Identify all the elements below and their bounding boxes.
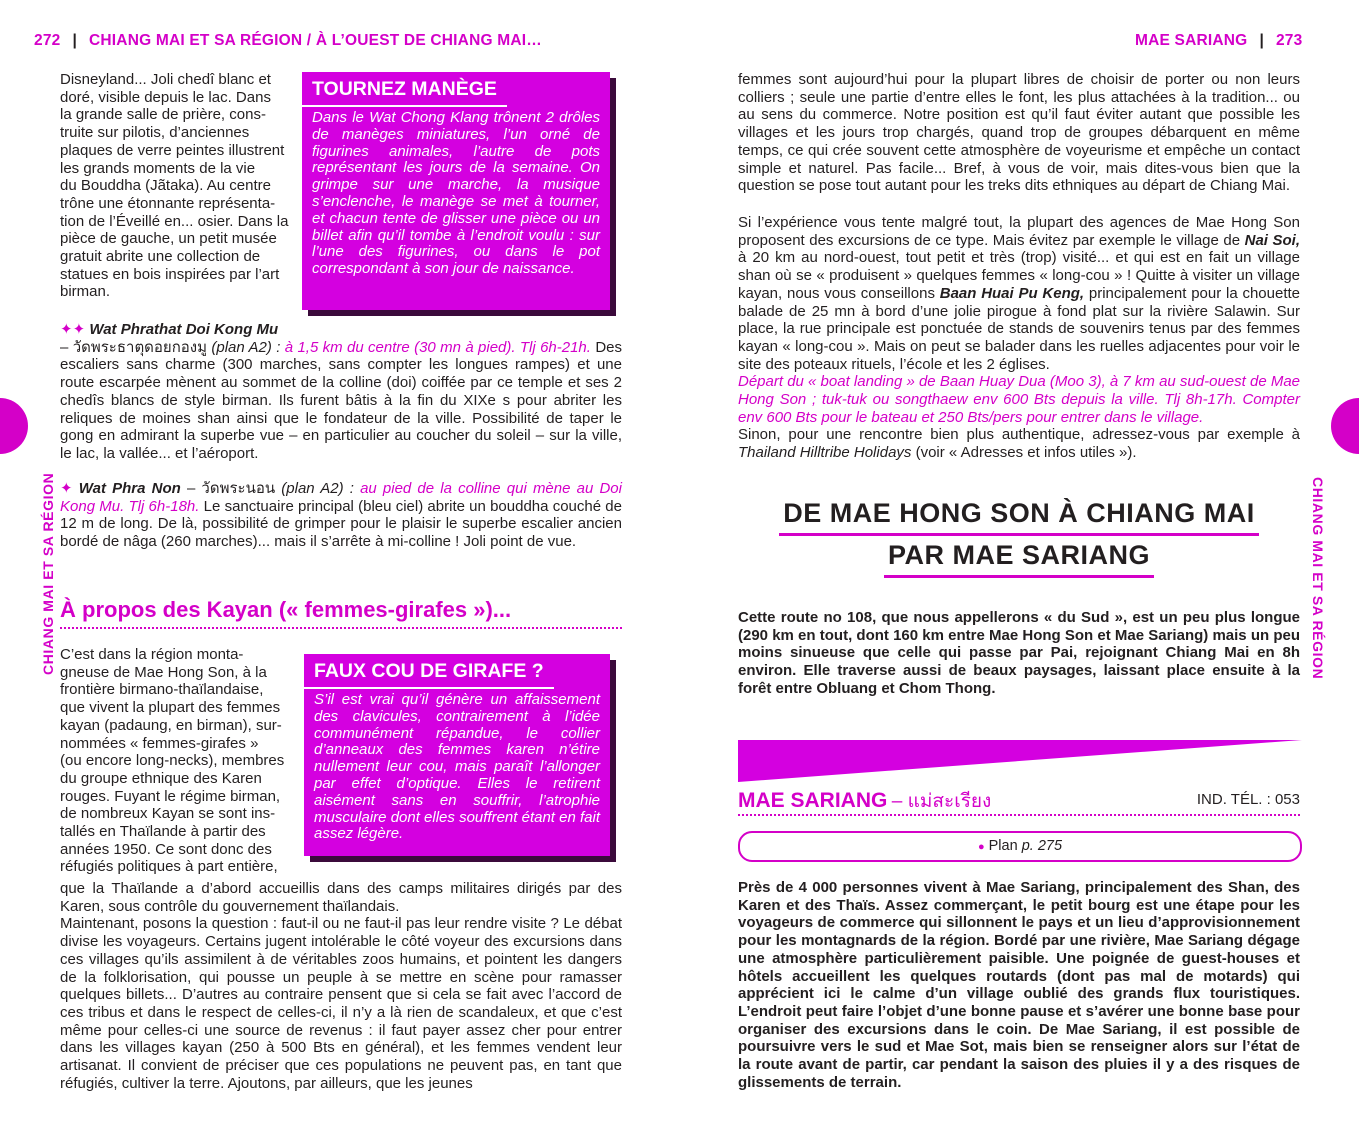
nai-soi: Nai Soi, [1244, 231, 1300, 249]
wat-text: Des escaliers sans charme (300 marches, sans compter les longues rampes) et une route escarpée mènent au sommet de la colline (doi) coiffée par ce temple et ses 2 chedîs blancs de style birman. Ils furent bâtis à la fin du XIXe s pour abriter les reliques de moines shan ainsi que le fondateur de la ville. Possibilité de taper le gong en admirant la superbe vue – en particulier au coucher du soleil – sur la ville, le lac, la vallée... et l’aéroport. [60, 338, 622, 462]
kayan-rest-text: que la Thaïlande a d’abord accueillis dans des camps militaires dirigés par des Karen, sous contrôle du gouvernement thaïlandais. [60, 880, 622, 915]
kayan-line: tallés en Thaïlande à partir des [60, 823, 266, 841]
section-title-text: À propos des Kayan (« femmes-girafes »)... [60, 597, 512, 622]
right-p1: femmes sont aujourd’hui pour la plupart libres de choisir de porter ou non leurs colliers ; seule une partie d’entre elles le font, les plus attachées à la tradition... ou au sens du commerce. Notre position est qu’il faut éviter autant que possible les villages et les jours trop chargés, quand trop de groupes débarquent en même temps, ce qui crée souvent cette atmosphère de voyeurisme et empêche un contact simple et naturel. Pas facile... Bref, à vous de voir, mais dites-vous bien que la question se pose tout autant pour les treks dits ethniques au départ de Chiang Mai. [738, 71, 1300, 195]
wat-thai-name: – วัดพระนอน [186, 480, 276, 497]
chapter-title-line-1 [738, 498, 1300, 536]
kayan-line: rouges. Fuyant le régime birman, [60, 787, 281, 805]
tel-code: IND. TÉL. : 053 [1196, 791, 1300, 808]
temple-icon: ✦ [60, 480, 73, 497]
kayan-paragraph [60, 646, 292, 876]
bullet-icon: ● [977, 841, 985, 853]
town-divider [738, 814, 1300, 816]
box-title: FAUX COU DE GIRAFE ? [304, 654, 554, 689]
right-p2 [738, 214, 1300, 462]
kayan-line: (ou encore long-necks), membres [60, 752, 285, 770]
boat-info: Départ du « boat landing » de Baan Huay Dua (Moo 3), à 7 km au sud-ouest de Mae Hong Son ; tuk-tuk ou songthaew env 600 Bts depuis la ville. Tlj 8h-17h. Compter env 600 Bts pour le bateau et 250 Bts/pers pour entrer dans le village. [738, 373, 1301, 426]
intro-line: birman. [60, 283, 111, 301]
p2-text: Si l’expérience vous tente malgré tout, la plupart des agences de Mae Hong Son proposent des excursions de ce type. Mais évitez par exemple le village de [738, 214, 1300, 249]
tournez-manege-box [302, 72, 610, 310]
chapter-title-text: PAR MAE SARIANG [884, 540, 1154, 578]
kayan-line: nommées « femmes-girafes » [60, 734, 259, 752]
intro-line: trône une étonnante représenta- [60, 194, 276, 212]
kayan-line: gneuse de Mae Hong Son, à la [60, 663, 267, 681]
kayan-line: C’est dans la région monta- [60, 646, 244, 663]
kayan-line: années 1950. Ce sont donc des [60, 840, 272, 858]
intro-line: les grands moments de la vie [60, 159, 256, 177]
p2-text: à 20 km au nord-ouest, tout petit et très (trop) visité... et qui est en fait un village shan où se « produisent » quelques femmes « long-cou » ! Quitte à visiter un village kayan, nous vous conseillons [738, 249, 1300, 302]
wat-phrathat-entry [60, 321, 622, 463]
left-side-label: CHIANG MAI ET SA RÉGION [40, 472, 56, 675]
intro-line: truite sur pilotis, d’anciennes [60, 124, 250, 142]
intro-line: doré, visible depuis le lac. Dans [60, 88, 271, 106]
kayan-section-title [60, 597, 622, 629]
chapter-title-text: DE MAE HONG SON À CHIANG MAI [779, 498, 1259, 536]
box-text: Dans le Wat Chong Klang trônent 2 drôles de manèges miniatures, l’un orné de figurines animales, l’autre de pots représentant les jours de la semaine. On grimpe sur une marche, la musique s’enclenche, le manège se met à tourner, et chacun tente de glisser une pièce ou un billet afin qu’il tombe à l’endroit voulu : sur l’une des figurines, ou dans le pot correspondant à son jour de naissance. [312, 109, 600, 278]
intro-line: Disneyland... Joli chedî blanc et [60, 71, 271, 88]
wat-plan: (plan A2) : [211, 338, 281, 356]
right-running-head: MAE SARIANG | 273 [1135, 32, 1303, 49]
right-side-tab [1331, 398, 1359, 454]
intro-line: du Bouddha (Jãtaka). Au centre [60, 177, 271, 195]
left-side-tab [0, 398, 28, 454]
box-text: S’il est vrai qu’il génère un affaissement des clavicules, contrairement à l’idée communément répandue, le collier d’anneaux des femmes karen n’étire nullement leur cou, mais paraît l’allonger par effet d’optique. Elles le retirent aisément sans en souffrir, l’atrophie musculaire dont elles souffrent étant en fait assez légère. [314, 691, 600, 843]
left-header-title: CHIANG MAI ET SA RÉGION / À L’OUEST DE CHIANG MAI… [89, 32, 542, 49]
p3-text: (voir « Adresses et infos utiles »). [915, 444, 1137, 462]
box-title: TOURNEZ MANÈGE [302, 72, 507, 107]
plan-page: p. 275 [1021, 838, 1063, 854]
wat-plan: (plan A2) : [281, 480, 354, 497]
faux-cou-box [304, 654, 610, 856]
wat-phra-non-entry [60, 480, 622, 551]
wat-name: Wat Phrathat Doi Kong Mu [89, 321, 279, 338]
kayan-line: de nombreux Kayan se sont ins- [60, 805, 276, 823]
kayan-line: du groupe ethnique des Karen [60, 769, 262, 787]
intro-line: pièce de gauche, un petit musée [60, 230, 277, 248]
town-thai-name: – แม่สะเรียง [891, 791, 992, 812]
wat-name: Wat Phra Non [78, 480, 181, 497]
right-side-label: CHIANG MAI ET SA RÉGION [1310, 477, 1326, 680]
wat-text: Le sanctuaire principal (bleu ciel) abrite un bouddha couché de 12 m de long. De là, possibilité de grimper pour le plaisir le superbe escalier ancien bordé de nâga (260 marches)... mais il s’arrête à mi-colline ! Joli point de vue. [60, 497, 622, 551]
kayan-line: kayan (padaung, en birman), sur- [60, 716, 282, 734]
intro-paragraph [60, 71, 290, 301]
route-intro: Cette route no 108, que nous appellerons « du Sud », est un peu plus longue (290 km en tout, dont 160 km entre Mae Hong Son et Mae Sariang) mais un peu moins sinueuse que celle qui passe par Pai, rejoignant Chiang Mai en 8h environ. Elle traverse aussi de beaux paysages, laissant place ensuite à la forêt entre Obluang et Chom Thong. [738, 609, 1300, 697]
kayan-line: réfugiés politiques à part entière, [60, 858, 278, 876]
kayan-line: que vivent la plupart des femmes [60, 699, 281, 717]
intro-line: gratuit abrite une collection de [60, 248, 261, 266]
right-header-title: MAE SARIANG [1135, 32, 1248, 49]
kayan-question-text: Maintenant, posons la question : faut-il ou ne faut-il pas leur rendre visite ? Le débat divise les voyageurs. Certains jugent intolérable le côté voyeur des excursions dans ces villages qu’ils assimilent à de véritables zoos humains, et pointent les dangers de la folklorisation, qui pousse un peuple à se mettre en scène pour ramasser quelques billets... D’autres au contraire pensent que si cela se fait avec l’accord de ces tribus et dans le respect de celles-ci, il n’y a là rien de scandaleux, et que c’est même pour celles-ci une source de revenus : il faut payer assez cher pour entrer dans les villages kayan (250 à 500 Bts en général), et les femmes vendent leur artisanat. Il convient de préciser que ces populations ne peuvent pas, en tant que réfugiés, cultiver la terre. Ajoutons, par ailleurs, que les jeunes [60, 915, 622, 1092]
wat-info: à 1,5 km du centre (30 mn à pied). Tlj 6h-21h. [284, 338, 591, 356]
intro-line: plaques de verre peintes illustrent [60, 141, 285, 159]
kayan-line: frontière birmano-thaïlandaise, [60, 681, 264, 699]
left-running-head: 272 | CHIANG MAI ET SA RÉGION / À L’OUEST DE CHIANG MAI… [34, 32, 542, 49]
town-name: MAE SARIANG [738, 789, 888, 812]
plan-link[interactable] [738, 831, 1302, 862]
right-page-number: 273 [1275, 32, 1303, 49]
intro-line: la grande salle de prière, cons- [60, 106, 266, 124]
town-description: Près de 4 000 personnes vivent à Mae Sariang, principalement des Shan, des Karen et des Thaïs. Assez commerçant, le petit bourg est une étape pour les voyageurs de commerce qui sillonnent le pays et un lieu d’approvisionnement pour les montagnards de la région. Bordé par une rivière, Mae Sariang dégage une atmosphère particulièrement paisible. Une poignée de guest-houses et hôtels accueillent les quelques routards (dont pas mal de motards) qui apprécient ici le calme d’un village oublié des grands flux touristiques. L’endroit peut faire l’objet d’une bonne pause et s’avérer une bonne base pour organiser des excursions dans le coin. De Mae Sariang, il est possible de poursuivre vers le sud et Mae Sot, mais bien se renseigner alors sur l’état de la route avant de partir, car pendant la saison des pluies il y a des risques de glissements de terrain. [738, 879, 1300, 1091]
section-wedge [738, 740, 1302, 782]
intro-line: tion de l’Éveillé en... osier. Dans la [60, 212, 289, 230]
thailand-hilltribe: Thailand Hilltribe Holidays [738, 444, 912, 462]
p3-text: Sinon, pour une rencontre bien plus authentique, adressez-vous par exemple à [738, 426, 1300, 444]
left-page-number: 272 [34, 32, 61, 49]
wat-thai-name: – วัดพระธาตุดอยกองมู [60, 338, 208, 356]
plan-label: Plan [988, 838, 1018, 854]
intro-line: statues en bois inspirées par l’art [60, 265, 280, 283]
kayan-continued [60, 880, 622, 1092]
town-header [738, 786, 1300, 816]
temple-icon: ✦✦ [60, 321, 86, 338]
chapter-title-line-2 [738, 540, 1300, 578]
wat-info: au pied de la colline qui mène au Doi Kong Mu. Tlj 6h-18h. [60, 480, 622, 515]
p2-text: principalement pour la chouette balade de 25 mn à bord d’une jolie pirogue à fond plat sur la rivière Salawin. Sur place, la rue principale est ponctuée de stands de souvenirs tenus par des femmes kayan « long-cou ». Mais on peut se balader dans les ruelles adjacentes pour voir le site des poteaux rituels, l’école et les 2 églises. [738, 284, 1300, 373]
baan-huai-pu-keng: Baan Huai Pu Keng, [939, 284, 1085, 302]
